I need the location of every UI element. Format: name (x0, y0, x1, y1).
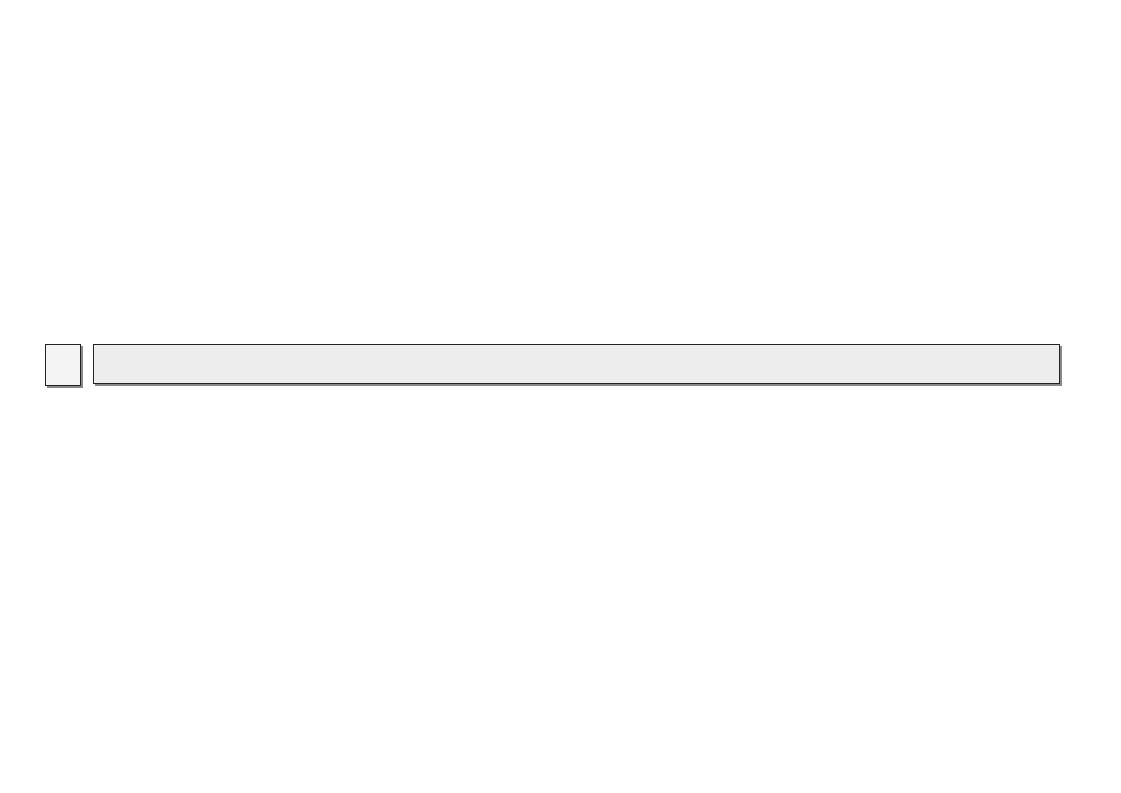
section-title (93, 344, 1060, 384)
section-number (45, 344, 81, 386)
